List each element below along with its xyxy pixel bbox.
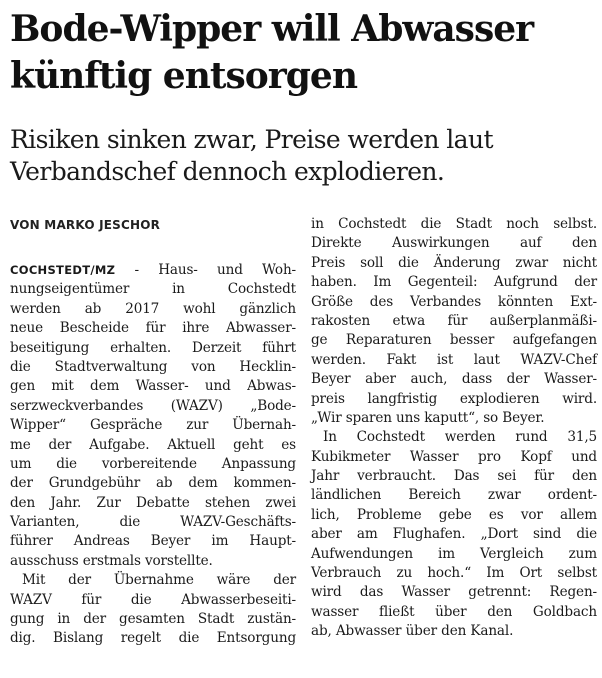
article-line: ausschuss erstmals vorstellte. [10, 552, 213, 569]
article-line: ländlichen Bereich zwar ordent- [311, 487, 597, 504]
article-column-right [311, 215, 597, 642]
article-line: wird das Wasser getrennt: Regen- [311, 584, 597, 601]
article-line: die Stadtverwaltung von Hecklin- [10, 358, 296, 375]
article-line: preis langfristig explodieren wird. [311, 390, 597, 407]
article-line-text: - Haus- und Woh- [115, 262, 296, 278]
headline [10, 6, 596, 100]
article-line: der Grundgebühr ab dem kommen- [10, 475, 296, 492]
article-line: Varianten, die WAZV-Geschäfts- [10, 514, 296, 531]
article-line: Wipper“ Gespräche zur Übernah- [10, 417, 296, 434]
article-line: werden ab 2017 wohl gänzlich [10, 300, 296, 317]
byline: VON MARKO JESCHOR [10, 218, 161, 232]
subheadline-line: Risiken sinken zwar, Preise werden laut [10, 125, 493, 154]
article-column-left [10, 261, 296, 649]
article-line: me der Aufgabe. Aktuell geht es [10, 436, 296, 453]
article-line: den Jahr. Zur Debatte stehen zwei [10, 494, 296, 511]
article-line: gung in der gesamten Stadt zustän- [10, 611, 296, 628]
headline-line: künftig entsorgen [10, 55, 357, 97]
article-line: neue Bescheide für ihre Abwasser- [10, 320, 296, 337]
article-line: dig. Bislang regelt die Entsorgung [10, 630, 296, 647]
headline-line: Bode-Wipper will Abwasser [10, 8, 534, 50]
subheadline-line: Verbandschef dennoch explodieren. [10, 157, 445, 186]
article-line: In Cochstedt werden rund 31,5 [323, 429, 597, 446]
article-line: ab, Abwasser über den Kanal. [311, 623, 514, 640]
article-line: haben. Im Gegenteil: Aufgrund der [311, 274, 597, 291]
article-line: Preis soll die Änderung zwar nicht [311, 254, 597, 271]
article-line: werden. Fakt ist laut WAZV-Chef [311, 351, 597, 368]
article-line: serzweckverbandes (WAZV) „Bode- [10, 397, 296, 414]
article-line [10, 261, 296, 280]
article-line: nungseigentümer in Cochstedt [10, 281, 296, 298]
article-line: führer Andreas Beyer im Haupt- [10, 533, 296, 550]
article-line: Größe des Verbandes könnten Ext- [311, 293, 597, 310]
article-line: „Wir sparen uns kaputt“, so Beyer. [311, 409, 545, 426]
article-line: lich, Probleme gebe es vor allem [311, 506, 597, 523]
article-line: Beyer aber auch, dass der Wasser- [311, 371, 597, 388]
article-line: beseitigung erhalten. Derzeit führt [10, 339, 296, 356]
article-line: Direkte Auswirkungen auf den [311, 235, 597, 252]
article-line: aber am Flughafen. „Dort sind die [311, 526, 597, 543]
article-line: gen mit dem Wasser- und Abwas- [10, 378, 296, 395]
subheadline [10, 124, 596, 188]
article-line: um die vorbereitende Anpassung [10, 455, 296, 472]
article-line: Aufwendungen im Vergleich zum [311, 545, 597, 562]
article-line: WAZV für die Abwasserbeseiti- [10, 591, 296, 608]
article-line: Verbrauch zu hoch.“ Im Ort selbst [311, 565, 597, 582]
article-line: rakosten etwa für außerplanmäßi- [311, 312, 597, 329]
article-line: Kubikmeter Wasser pro Kopf und [311, 448, 597, 465]
article-line: Jahr verbraucht. Das sei für den [311, 468, 597, 485]
article-line: ge Reparaturen besser aufgefangen [311, 332, 597, 349]
dateline: COCHSTEDT/MZ [10, 263, 116, 277]
article-line: Mit der Übernahme wäre der [22, 572, 296, 589]
article-line: wasser fließt über den Goldbach [311, 603, 597, 620]
article-line: in Cochstedt die Stadt noch selbst. [311, 216, 597, 232]
